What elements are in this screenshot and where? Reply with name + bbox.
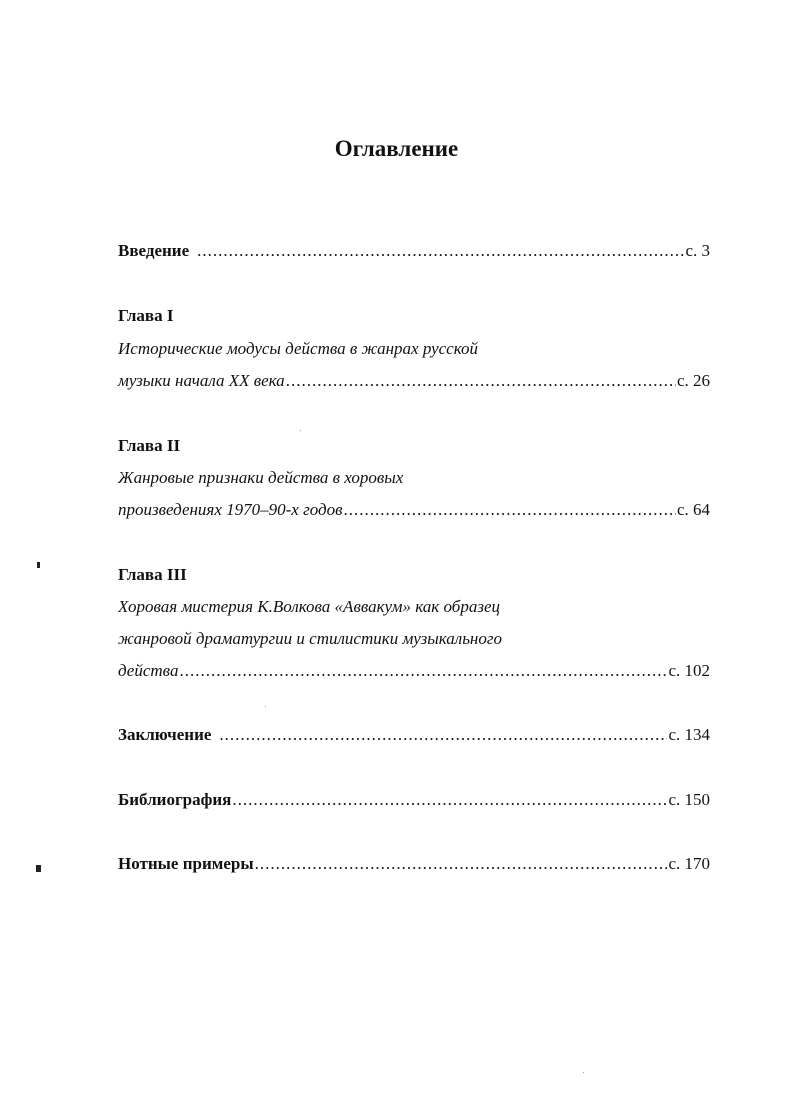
leader-dots (219, 724, 667, 746)
toc-entry-introduction[interactable] (118, 240, 710, 262)
bibliography-label: Библиография (118, 790, 232, 809)
chapter-2-title-line-2: произведениях 1970–90-х годов (118, 500, 343, 519)
page-title: Оглавление (334, 136, 459, 161)
leader-dots (343, 499, 675, 521)
chapter-2-page: с. 64 (676, 500, 710, 519)
chapter-2-title-line-2-row[interactable] (118, 499, 710, 521)
toc-entry-music-examples[interactable] (118, 853, 710, 875)
chapter-2-heading: Глава II (118, 436, 181, 455)
toc-entry-chapter-3[interactable] (118, 564, 710, 586)
chapter-3-title-line-3: действа (118, 661, 179, 680)
chapter-1-title-line-2: музыки начала XX века (118, 371, 285, 390)
toc-entry-bibliography[interactable] (118, 789, 710, 811)
conclusion-label: Заключение (118, 725, 212, 744)
chapter-3-title-line-2: жанровой драматургии и стилистики музыкального (118, 629, 503, 648)
leader-dots (179, 660, 667, 682)
chapter-3-title-line-1: Хоровая мистерия К.Волкова «Аввакум» как образец (118, 597, 500, 616)
music-examples-page: с. 170 (668, 854, 710, 873)
leader-dots (286, 370, 676, 392)
scan-speck (36, 865, 41, 872)
introduction-label: Введение (118, 241, 190, 260)
chapter-3-heading: Глава III (118, 565, 187, 584)
chapter-1-heading: Глава I (118, 306, 174, 325)
toc-entry-conclusion[interactable] (118, 724, 710, 746)
chapter-3-title-line-3-row[interactable] (118, 660, 710, 682)
music-examples-label: Нотные примеры (118, 854, 254, 873)
chapter-1-title-line-2-row[interactable] (118, 370, 710, 392)
chapter-1-title-line-1: Исторические модусы действа в жанрах русской (118, 339, 479, 358)
scan-speck (37, 562, 40, 568)
conclusion-page: с. 134 (668, 725, 710, 744)
introduction-page: с. 3 (685, 241, 710, 260)
bibliography-page: с. 150 (668, 790, 710, 809)
leader-dots (197, 240, 684, 262)
scan-speck (300, 430, 301, 431)
chapter-3-page: с. 102 (668, 661, 710, 680)
chapter-1-page: с. 26 (676, 371, 710, 390)
toc-entry-chapter-1[interactable] (118, 305, 710, 327)
toc-entry-chapter-2[interactable] (118, 435, 710, 457)
scan-speck (583, 1072, 584, 1073)
leader-dots (232, 789, 667, 811)
chapter-2-title-line-1: Жанровые признаки действа в хоровых (118, 468, 404, 487)
leader-dots (255, 853, 668, 875)
scan-speck (265, 706, 266, 707)
